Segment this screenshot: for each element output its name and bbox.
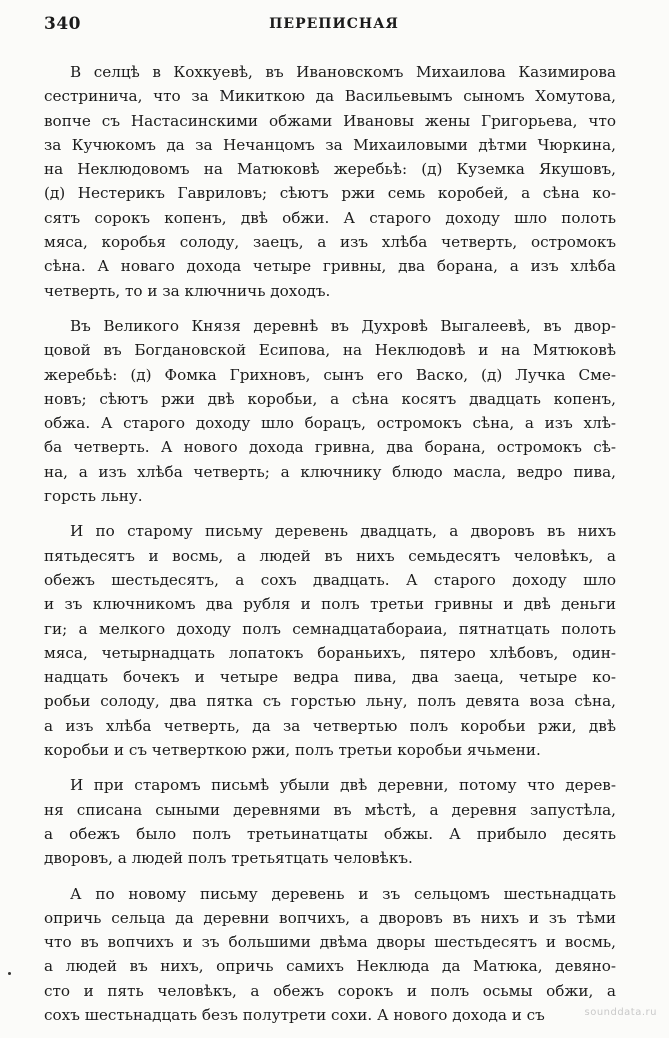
ink-speck xyxy=(8,972,11,975)
paragraph xyxy=(44,60,616,303)
body-text xyxy=(44,60,616,1038)
text-line: сятъ сорокъ копенъ, двѣ обжи. А старого доходу шло полоть xyxy=(44,208,616,227)
text-line: Въ Великого Князя деревнѣ въ Духровѣ Выгалеевѣ, въ двор- xyxy=(70,316,616,335)
text-line: В селцѣ в Кохкуевѣ, въ Ивановскомъ Михаилова Казимирова xyxy=(70,63,616,81)
text-line: пятьдесятъ и восмь, а людей въ нихъ семьдесятъ человѣкъ, а xyxy=(44,546,616,565)
text-line: сестринича, что за Микиткою да Васильевымъ сыномъ Хомутова, xyxy=(44,87,616,106)
text-line: новъ; сѣютъ ржи двѣ коробьи, а сѣна косятъ двадцать копенъ, xyxy=(44,389,616,408)
paragraph xyxy=(44,882,616,1028)
text-line: жеребьѣ: (д) Фомка Грихновъ, сынъ его Васко, (д) Лучка Сме- xyxy=(44,365,616,384)
text-line: горсть льну. xyxy=(44,487,143,506)
text-line: опричь сельца да деревни вопчихъ, а дворовъ въ нихъ и зъ тѣми xyxy=(44,908,616,927)
page-number: 340 xyxy=(44,14,81,34)
text-line: обжа. А старого доходу шло борацъ, остромокъ сѣна, а изъ хлѣ- xyxy=(44,414,616,433)
text-line: робьи солоду, два пятка съ горстью льну, полъ девята воза сѣна, xyxy=(44,692,616,711)
text-line: цовой въ Богдановской Есипова, на Неклюдовѣ и на Мятюковѣ xyxy=(44,341,616,360)
text-line: ба четверть. А нового дохода гривна, два борана, остромокъ сѣ- xyxy=(44,438,616,457)
text-line: мяса, четырнадцать лопатокъ бораньихъ, пятеро хлѣбовъ, один- xyxy=(44,643,616,662)
text-line: на Неклюдовомъ на Матюковѣ жеребьѣ: (д) Куземка Якушовъ, xyxy=(44,160,616,179)
text-line: мяса, коробья солоду, заецъ, а изъ хлѣба четверть, остромокъ xyxy=(44,233,616,252)
text-line: сѣна. А новаго дохода четыре гривны, два борана, а изъ хлѣба xyxy=(44,257,616,276)
text-line: что въ вопчихъ и зъ большими двѣма дворы шестьдесятъ и восмь, xyxy=(44,933,616,952)
text-line: И при старомъ письмѣ убыли двѣ деревни, потому что дерев- xyxy=(70,776,616,795)
watermark: sounddata.ru xyxy=(584,1007,657,1018)
text-line: дворовъ, а людей полъ третьятцать человѣкъ. xyxy=(44,849,413,868)
text-line: а изъ хлѣба четверть, да за четвертью полъ коробьи ржи, двѣ xyxy=(44,716,616,735)
text-line: четверть, то и за ключничь доходъ. xyxy=(44,281,331,300)
text-line: и зъ ключникомъ два рубля и полъ третьи гривны и двѣ деньги xyxy=(44,595,616,614)
text-line: за Кучюкомъ да за Нечанцомъ за Михаиловыми дѣтми Чюркина, xyxy=(44,135,616,154)
text-line: а людей въ нихъ, опричь самихъ Неклюда да Матюка, девяно- xyxy=(44,957,616,976)
text-line: И по старому письму деревень двадцать, а дворовъ въ нихъ xyxy=(70,522,616,541)
text-line: сохъ шестьнадцать безъ полутрети сохи. А нового дохода и съ xyxy=(44,1005,545,1024)
text-line: ги; а мелкого доходу полъ семнадцатабораиа, пятнатцать полоть xyxy=(44,619,616,638)
paragraph xyxy=(44,773,616,870)
page-header xyxy=(44,14,624,42)
text-line: на, а изъ хлѣба четверть; а ключнику блюдо масла, ведро пива, xyxy=(44,462,616,481)
text-line: (д) Нестерикъ Гавриловъ; сѣютъ ржи семь коробей, а сѣна ко- xyxy=(44,184,616,203)
text-line: ня списана сыными деревнями въ мѣстѣ, а деревня запустѣла, xyxy=(44,800,616,819)
paragraph xyxy=(44,519,616,762)
text-line: надцать бочекъ и четыре ведра пива, два заеца, четыре ко- xyxy=(44,668,616,687)
text-line: вопче съ Настасинскими обжами Ивановы жены Григорьева, что xyxy=(44,111,616,130)
text-line: коробьи и съ четверткою ржи, полъ третьи коробьи ячьмени. xyxy=(44,741,541,760)
text-line: сто и пять человѣкъ, а обежъ сорокъ и полъ осьмы обжи, а xyxy=(44,981,616,1000)
text-line: а обежъ было полъ третьинатцаты обжы. А прибыло десять xyxy=(44,824,616,843)
running-title: ПЕРЕПИСНАЯ xyxy=(269,16,399,32)
text-line: А по новому письму деревень и зъ сельцомъ шестьнадцать xyxy=(70,884,616,903)
text-line: обежъ шестьдесятъ, а сохъ двадцать. А старого доходу шло xyxy=(44,570,616,589)
paragraph xyxy=(44,314,616,508)
